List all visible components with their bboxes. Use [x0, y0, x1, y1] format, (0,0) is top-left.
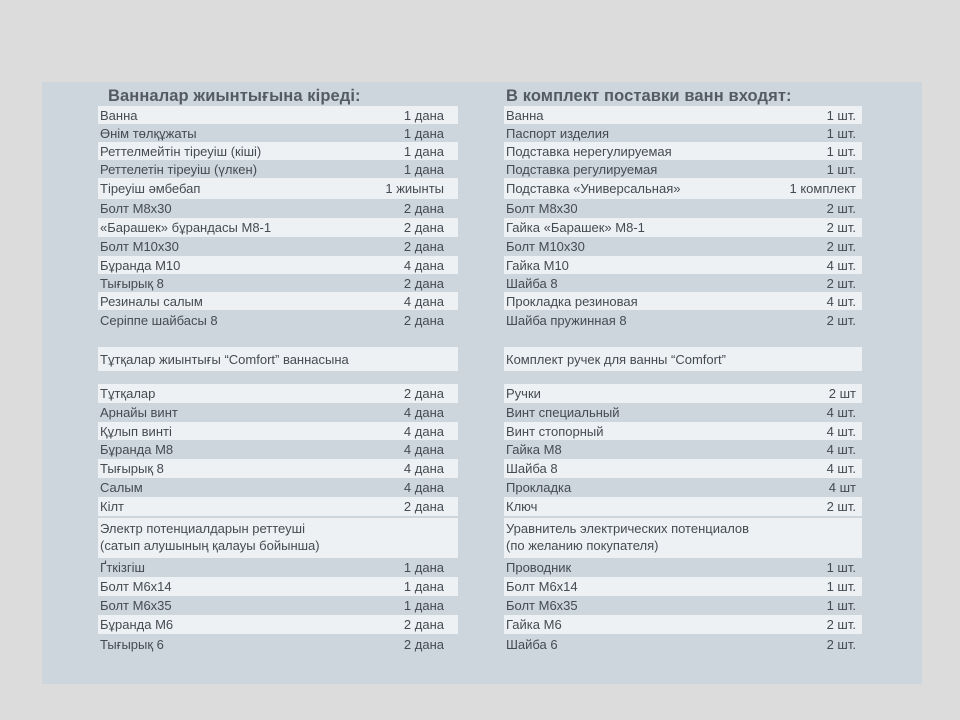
russian-item-name: Болт М10х30 [506, 239, 585, 254]
kazakh-row [98, 459, 458, 478]
kazakh-item-name: Ванна [100, 107, 138, 123]
kazakh-item-name: Салым [100, 480, 143, 495]
kazakh-item-qty: 2 дана [403, 201, 444, 216]
russian-row [504, 199, 862, 218]
russian-row [504, 634, 862, 654]
russian-item-name: Ванна [506, 107, 544, 123]
russian-item-name: Болт М6х14 [506, 579, 578, 594]
russian-item-qty: 4 шт. [826, 257, 856, 273]
russian-row [504, 106, 862, 124]
kazakh-row [98, 218, 458, 237]
kazakh-item-qty: 1 дана [403, 598, 444, 613]
kazakh-item-name: Болт М6х35 [100, 598, 172, 613]
kazakh-row [98, 274, 458, 292]
kazakh-item-qty: 4 дана [403, 293, 444, 309]
kazakh-item-qty: 2 дана [403, 636, 444, 652]
russian-item-name: Прокладка [506, 480, 572, 495]
russian-item-name: Прокладка резиновая [506, 293, 638, 309]
kazakh-item-name: Бұранда М8 [100, 442, 174, 457]
kazakh-row [98, 256, 458, 274]
kazakh-row [98, 106, 458, 124]
kazakh-item-qty: 1 дана [403, 161, 444, 177]
kazakh-item-name: Реттелмейтін тіреуіш (кіші) [100, 143, 262, 159]
kazakh-row [98, 124, 458, 142]
russian-row [504, 615, 862, 634]
kazakh-row [98, 577, 458, 596]
kazakh-row [98, 422, 458, 440]
russian-item-name: Винт специальный [506, 405, 620, 420]
russian-item-name: Шайба 8 [506, 275, 558, 291]
kazakh-row [98, 558, 458, 577]
russian-item-qty: 2 шт. [826, 275, 856, 291]
kazakh-item-name: Болт М10х30 [100, 239, 179, 254]
kazakh-item-qty: 1 дана [403, 143, 444, 159]
russian-item-name: Болт М8х30 [506, 201, 578, 216]
russian-row [504, 274, 862, 292]
kazakh-item-name: Тұтқалар [100, 386, 156, 401]
kazakh-heading: Ванналар жиынтығына кіреді: [108, 87, 361, 105]
russian-row [504, 160, 862, 178]
russian-item-name: Ключ [506, 499, 538, 514]
russian-row [504, 124, 862, 142]
russian-row [504, 497, 862, 516]
russian-row [504, 440, 862, 459]
kazakh-item-name: Болт М8х30 [100, 201, 172, 216]
kazakh-row [98, 310, 458, 331]
kazakh-item-qty: 2 дана [403, 617, 444, 632]
russian-item-name: Гайка М10 [506, 257, 569, 273]
kazakh-item-name: Серіппе шайбасы 8 [100, 313, 218, 328]
kazakh-item-qty: 4 дана [403, 423, 444, 439]
kazakh-item-name: Тығырық 6 [100, 636, 164, 652]
russian-item-name: Подставка «Универсальная» [506, 181, 681, 196]
russian-item-qty: 2 шт. [826, 313, 856, 328]
kazakh-item-qty: 1 дана [403, 107, 444, 123]
russian-item-qty: 4 шт. [826, 423, 856, 439]
kazakh-item-name: Құлып винті [100, 423, 172, 439]
kazakh-row [98, 160, 458, 178]
russian-row [504, 478, 862, 497]
kazakh-item-qty: 1 дана [403, 560, 444, 575]
russian-item-name: Болт М6х35 [506, 598, 578, 613]
russian-item-qty: 1 шт. [826, 598, 856, 613]
kazakh-item-name: Тұтқалар жиынтығы “Comfort” ваннасына [100, 351, 349, 367]
russian-row [504, 403, 862, 422]
kazakh-item-qty: 1 дана [403, 125, 444, 141]
kazakh-item-name: Кілт [100, 499, 125, 514]
russian-row [504, 237, 862, 256]
kazakh-item-name: Ґткізгіш [100, 560, 145, 575]
russian-item-qty: 2 шт [828, 386, 856, 401]
russian-item-name: Проводник [506, 560, 572, 575]
kazakh-item-qty: 4 дана [403, 257, 444, 273]
kazakh-row [98, 292, 458, 310]
kazakh-row [98, 237, 458, 256]
kazakh-item-qty: 4 дана [403, 480, 444, 495]
kazakh-row [98, 347, 458, 371]
kazakh-item-name: Бұранда М10 [100, 257, 181, 273]
kazakh-item-name: Тығырық 8 [100, 275, 164, 291]
russian-row [504, 142, 862, 160]
kazakh-item-name: Арнайы винт [100, 405, 178, 420]
russian-item-qty: 2 шт. [826, 220, 856, 235]
russian-item-name: Винт стопорный [506, 423, 604, 439]
kazakh-row [98, 178, 458, 199]
kazakh-item-name: Тіреуіш әмбебап [100, 181, 201, 196]
russian-item-qty: 2 шт. [826, 239, 856, 254]
kazakh-item-qty: 2 дана [403, 220, 444, 235]
kazakh-row [98, 615, 458, 634]
kazakh-row [98, 634, 458, 654]
russian-heading: В комплект поставки ванн входят: [506, 87, 792, 105]
kazakh-row [98, 403, 458, 422]
kazakh-item-name: Бұранда М6 [100, 617, 174, 632]
russian-item-qty: 1 комплект [789, 181, 856, 196]
russian-item-qty: 1 шт. [826, 143, 856, 159]
russian-item-name: Шайба 6 [506, 636, 558, 652]
russian-row [504, 577, 862, 596]
russian-item-qty: 1 шт. [826, 560, 856, 575]
russian-row [504, 310, 862, 331]
russian-item-qty: 1 шт. [826, 125, 856, 141]
kazakh-item-qty: 2 дана [403, 499, 444, 514]
russian-row [504, 384, 862, 403]
russian-item-name: Паспорт изделия [506, 125, 610, 141]
kazakh-item-name: Өнім төлқұжаты [100, 125, 197, 141]
russian-item-name: Подставка нерегулируемая [506, 143, 672, 159]
kazakh-row [98, 518, 458, 558]
kazakh-item-qty: 4 дана [403, 405, 444, 420]
russian-item-name: Подставка регулируемая [506, 161, 658, 177]
russian-item-qty: 2 шт. [826, 617, 856, 632]
russian-item-name: Шайба 8 [506, 461, 558, 476]
russian-item-name: Шайба пружинная 8 [506, 313, 627, 328]
russian-item-qty: 1 шт. [826, 107, 856, 123]
kazakh-row [98, 384, 458, 403]
russian-row [504, 459, 862, 478]
russian-item-qty: 4 шт [828, 480, 856, 495]
russian-row [504, 218, 862, 237]
content-panel [42, 82, 922, 684]
russian-row [504, 422, 862, 440]
russian-item-qty: 4 шт. [826, 442, 856, 457]
russian-item-qty: 4 шт. [826, 461, 856, 476]
russian-item-qty: 1 шт. [826, 579, 856, 594]
kazakh-item-name: Реттелетін тіреуіш (үлкен) [100, 161, 258, 177]
kazakh-item-qty: 4 дана [403, 442, 444, 457]
russian-item-qty: 2 шт. [826, 201, 856, 216]
russian-row [504, 518, 862, 558]
kazakh-item-qty: 4 дана [403, 461, 444, 476]
kazakh-item-qty: 2 дана [403, 275, 444, 291]
russian-row [504, 292, 862, 310]
russian-row [504, 596, 862, 615]
russian-item-qty: 1 шт. [826, 161, 856, 177]
russian-item-name: Гайка М6 [506, 617, 562, 632]
kazakh-item-qty: 1 жиынты [385, 181, 444, 196]
kazakh-item-name: Резиналы салым [100, 293, 203, 309]
russian-item-name: Уравнитель электрических потенциалов (по желанию покупателя) [506, 521, 750, 553]
russian-item-name: Гайка М8 [506, 442, 562, 457]
kazakh-row [98, 596, 458, 615]
kazakh-row [98, 478, 458, 497]
russian-row [504, 347, 862, 371]
russian-item-qty: 4 шт. [826, 405, 856, 420]
russian-item-name: Комплект ручек для ванны “Comfort” [506, 351, 726, 367]
kazakh-item-qty: 2 дана [403, 386, 444, 401]
russian-item-qty: 2 шт. [826, 499, 856, 514]
kazakh-item-name: Тығырық 8 [100, 461, 164, 476]
kazakh-row [98, 440, 458, 459]
kazakh-item-qty: 2 дана [403, 239, 444, 254]
russian-row [504, 256, 862, 274]
kazakh-item-name: Болт М6х14 [100, 579, 172, 594]
russian-item-name: Гайка «Барашек» М8-1 [506, 220, 645, 235]
kazakh-row [98, 199, 458, 218]
kazakh-item-qty: 1 дана [403, 579, 444, 594]
russian-row [504, 178, 862, 199]
russian-item-qty: 2 шт. [826, 636, 856, 652]
kazakh-row [98, 142, 458, 160]
russian-item-qty: 4 шт. [826, 293, 856, 309]
russian-row [504, 558, 862, 577]
kazakh-item-name: Электр потенциалдарын реттеуші (сатып алушының қалауы бойынша) [100, 521, 320, 553]
kazakh-item-name: «Барашек» бұрандасы М8-1 [100, 220, 272, 235]
russian-item-name: Ручки [506, 386, 541, 401]
kazakh-row [98, 497, 458, 516]
kazakh-item-qty: 2 дана [403, 313, 444, 328]
